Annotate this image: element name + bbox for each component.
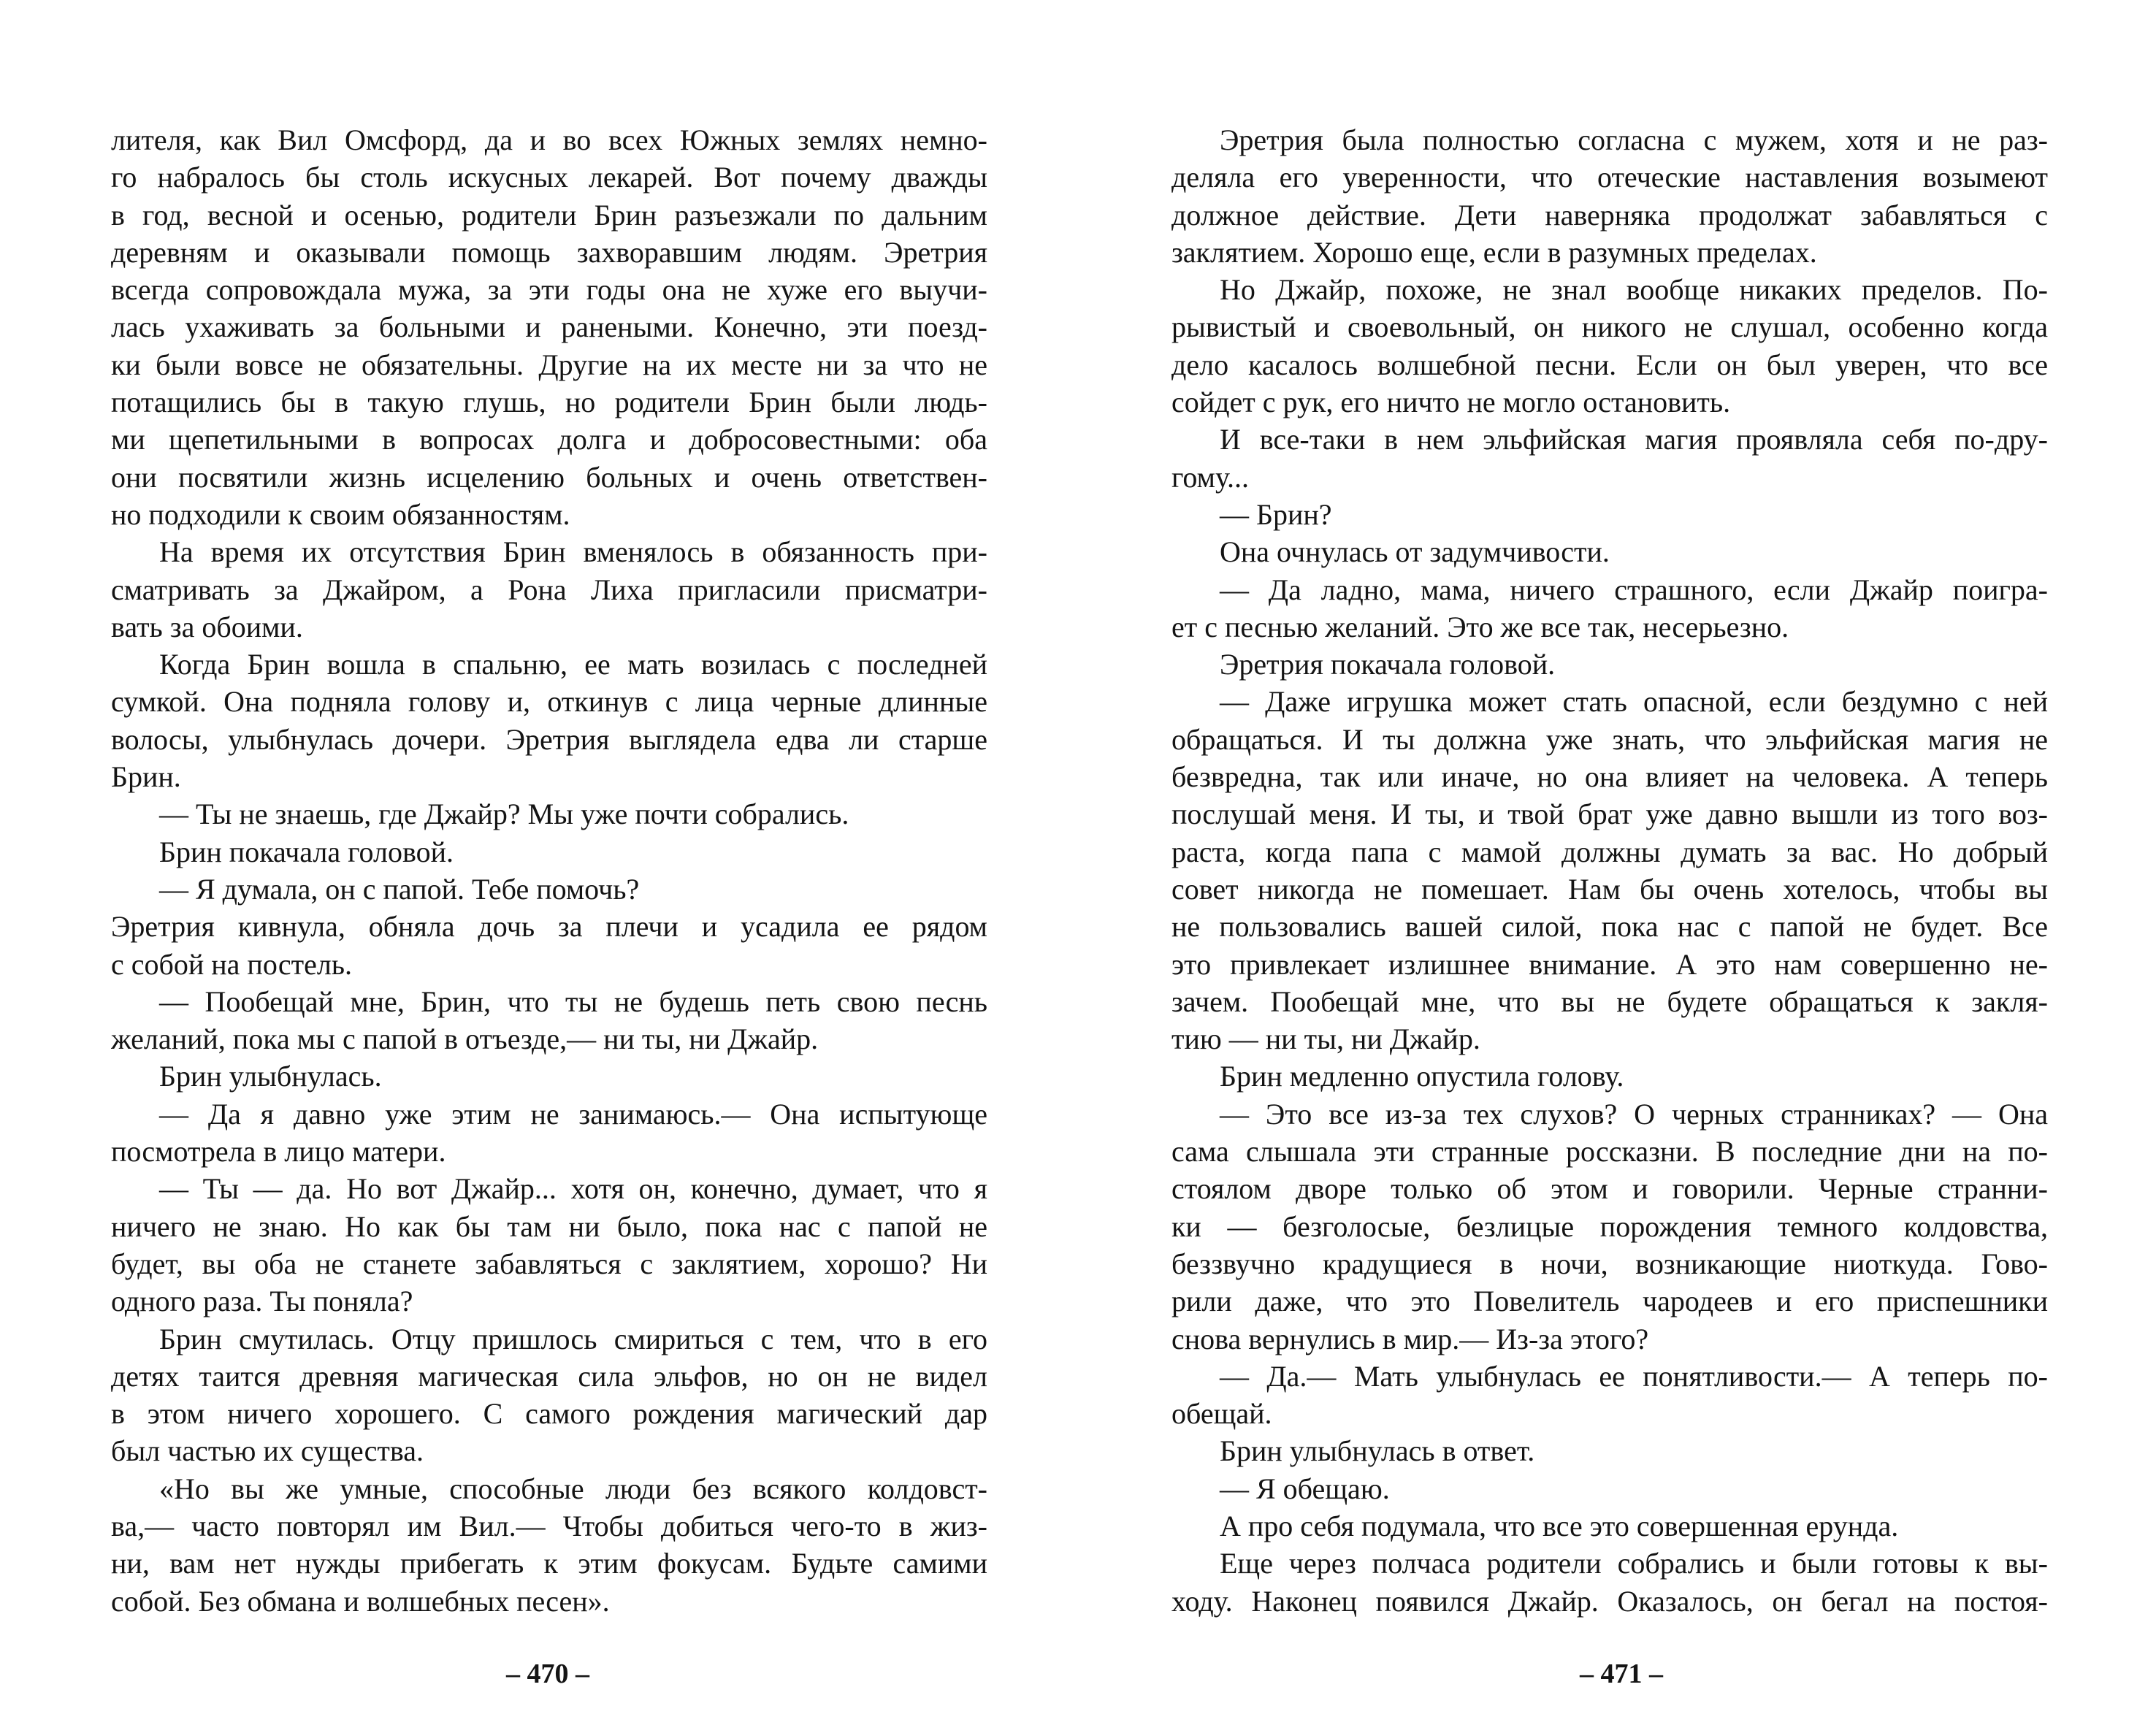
text-line: Брин улыбнулась в ответ. (1220, 1434, 1535, 1468)
page-number-left: – 470 – (506, 1659, 589, 1689)
text-line: желаний, пока мы с папой в отъезде,— ни ты, ни Джайр. (111, 1022, 819, 1056)
text-line: лителя, как Вил Омсфорд, да и во всех Южных землях немно- (111, 123, 987, 156)
text-line: обращаться. И ты должна уже знать, что эльфийская магия не (1171, 722, 2048, 756)
text-line: тию — ни ты, ни Джайр. (1171, 1022, 1480, 1056)
text-line: они посвятили жизнь исцелению больных и очень ответствен- (111, 460, 987, 494)
text-line: — Ты не знаешь, где Джайр? Мы уже почти собрались. (159, 798, 849, 831)
paragraph (1171, 571, 2048, 646)
paragraph (111, 833, 987, 871)
paragraph (111, 1057, 987, 1095)
text-line: — Даже игрушка может стать опасной, если бездумно с ней (1220, 685, 2048, 719)
paragraph (1171, 1432, 2048, 1469)
paragraph (1171, 496, 2048, 533)
text-line: — Да ладно, мама, ничего страшного, если Джайр поигра- (1220, 573, 2048, 606)
paragraph (1171, 1057, 2048, 1095)
text-line: Брин смутилась. Отцу пришлось смириться с тем, что в его (159, 1322, 987, 1355)
text-line: посмотрела в лицо матери. (111, 1135, 446, 1169)
text-line: рывистый и своевольный, он никого не слушал, особенно когда (1171, 310, 2048, 344)
text-line: в год, весной и осенью, родители Брин разъезжали по дальним (111, 198, 987, 232)
paragraph (1171, 1507, 2048, 1545)
paragraph (1171, 1358, 2048, 1433)
text-line: сматривать за Джайром, а Рона Лиха пригласили присматри- (111, 573, 987, 606)
text-line: сумкой. Она подняла голову и, откинув с лица черные длинные (111, 685, 987, 719)
paragraph (111, 1470, 987, 1620)
text-line: — Да.— Мать улыбнулась ее понятливости.— А теперь по- (1220, 1359, 2048, 1393)
text-line: Она очнулась от задумчивости. (1220, 535, 1610, 569)
text-line: деляла его уверенности, что отеческие наставления возымеют (1171, 161, 2048, 194)
paragraph (1171, 1545, 2048, 1620)
text-line: ки — безголосые, безлицые порождения темного колдовства, (1171, 1209, 2048, 1243)
text-line: Но Джайр, похоже, не знал вообще никаких пределов. По- (1220, 273, 2048, 307)
paragraph (1171, 646, 2048, 683)
text-line: ки были вовсе не обязательны. Другие на их месте ни за что не (111, 348, 987, 381)
text-line: деревням и оказывали помощь захворавшим людям. Эретрия (111, 235, 987, 269)
paragraph (111, 871, 987, 908)
text-line: ми щепетильными в вопросах долга и добросовестными: оба (111, 423, 987, 456)
paragraph (1171, 271, 2048, 421)
paragraph (111, 646, 987, 795)
text-line: На время их отсутствия Брин вменялось в обязанность при- (159, 535, 987, 569)
text-line: собой. Без обмана и волшебных песен». (111, 1584, 610, 1618)
paragraph (1171, 421, 2048, 496)
paragraph (111, 908, 987, 983)
paragraph (1171, 121, 2048, 271)
text-line: ет с песнью желаний. Это же все так, несерьезно. (1171, 610, 1789, 643)
text-line: гому... (1171, 460, 1249, 494)
text-line: в этом ничего хорошего. С самого рождения магический дар (111, 1397, 987, 1431)
paragraph (1171, 533, 2048, 570)
text-line: одного раза. Ты поняла? (111, 1285, 413, 1318)
paragraph (111, 983, 987, 1058)
text-line: Когда Брин вошла в спальню, ее мать возилась с последней (159, 648, 987, 681)
text-line: — Ты — да. Но вот Джайр... хотя он, конечно, думает, что я (159, 1172, 987, 1206)
text-line: совет никогда не помешает. Нам бы очень хотелось, чтобы вы (1171, 872, 2048, 906)
text-line: Брин медленно опустила голову. (1220, 1060, 1624, 1093)
text-line: сойдет с рук, его ничто не могло остановить. (1171, 386, 1731, 419)
left-page-text (111, 121, 987, 1620)
paragraph (1171, 1095, 2048, 1358)
paragraph (111, 1170, 987, 1320)
text-line: Эретрия покачала головой. (1220, 648, 1556, 681)
text-line: это привлекает излишнее внимание. А это нам совершенно не- (1171, 947, 2048, 981)
text-line: но подходили к своим обязанностям. (111, 497, 570, 531)
text-line: волосы, улыбнулась дочери. Эретрия выглядела едва ли старше (111, 722, 987, 756)
text-line: раста, когда папа с мамой должны думать за вас. Но добрый (1171, 835, 2048, 868)
text-line: А про себя подумала, что все это совершенная ерунда. (1220, 1509, 1899, 1542)
text-line: — Я думала, он с папой. Тебе помочь? (159, 872, 640, 906)
text-line: Эретрия кивнула, обняла дочь за плечи и усадила ее рядом (111, 910, 987, 944)
text-line: рили даже, что это Повелитель чародеев и его приспешники (1171, 1285, 2048, 1318)
text-line: ничего не знаю. Но как бы там ни было, пока нас с папой не (111, 1209, 987, 1243)
text-line: потащились бы в такую глушь, но родители Брин были людь- (111, 386, 987, 419)
text-line: не пользовались вашей силой, пока нас с папой не будет. Все (1171, 910, 2048, 944)
paragraph (1171, 1470, 2048, 1507)
text-line: ходу. Наконец появился Джайр. Оказалось, он бегал на постоя- (1171, 1584, 2048, 1618)
text-line: беззвучно крадущиеся в ночи, возникающие ниоткуда. Гово- (1171, 1247, 2048, 1280)
paragraph (111, 1095, 987, 1171)
text-line: «Но вы же умные, способные люди без всякого колдовст- (159, 1472, 987, 1505)
text-line: детях таится древняя магическая сила эльфов, но он не видел (111, 1359, 987, 1393)
paragraph (111, 121, 987, 533)
text-line: лась ухаживать за больными и ранеными. Конечно, эти поезд- (111, 310, 987, 344)
text-line: снова вернулись в мир.— Из-за этого? (1171, 1322, 1649, 1355)
text-line: — Это все из-за тех слухов? О черных странниках? — Она (1220, 1097, 2048, 1131)
text-line: сама слышала эти странные россказни. В последние дни на по- (1171, 1135, 2048, 1169)
paragraph (111, 533, 987, 646)
text-line: был частью их существа. (111, 1434, 424, 1468)
text-line: Брин покачала головой. (159, 835, 454, 868)
paragraph (111, 795, 987, 833)
text-line: будет, вы оба не станете забавляться с заклятием, хорошо? Ни (111, 1247, 987, 1280)
text-line: послушай меня. И ты, и твой брат уже давно вышли из того воз- (1171, 798, 2048, 831)
text-line: дело касалось волшебной песни. Если он был уверен, что все (1171, 348, 2048, 381)
text-line: должное действие. Дети наверняка продолжат забавляться с (1171, 198, 2048, 232)
text-line: заклятием. Хорошо еще, если в разумных пределах. (1171, 235, 1817, 269)
text-line: го набралось бы столь искусных лекарей. Вот почему дважды (111, 161, 987, 194)
text-line: Брин улыбнулась. (159, 1060, 382, 1093)
text-line: с собой на постель. (111, 947, 353, 981)
text-line: И все-таки в нем эльфийская магия проявляла себя по-дру- (1220, 423, 2048, 456)
text-line: ни, вам нет нужды прибегать к этим фокусам. Будьте самими (111, 1547, 987, 1580)
page-number-right: – 471 – (1580, 1659, 1663, 1689)
text-line: — Я обещаю. (1220, 1472, 1390, 1505)
text-line: Брин. (111, 760, 181, 794)
text-line: безвредна, так или иначе, но она влияет на человека. А теперь (1171, 760, 2048, 794)
text-line: — Да я давно уже этим не занимаюсь.— Она испытующе (159, 1097, 987, 1131)
paragraph (1171, 683, 2048, 1057)
text-line: ва,— часто повторял им Вил.— Чтобы добиться чего-то в жиз- (111, 1509, 987, 1542)
text-line: зачем. Пообещай мне, что вы не будете обращаться к закля- (1171, 984, 2048, 1018)
text-line: вать за обоими. (111, 610, 303, 643)
text-line: стоялом дворе только об этом и говорили. Черные странни- (1171, 1172, 2048, 1206)
right-page-text (1171, 121, 2048, 1620)
text-line: Эретрия была полностью согласна с мужем, хотя и не раз- (1220, 123, 2048, 156)
text-line: обещай. (1171, 1397, 1272, 1431)
text-line: Еще через полчаса родители собрались и были готовы к вы- (1220, 1547, 2048, 1580)
text-line: — Брин? (1220, 497, 1332, 531)
paragraph (111, 1320, 987, 1470)
text-line: всегда сопровождала мужа, за эти годы она не хуже его выучи- (111, 273, 987, 307)
text-line: — Пообещай мне, Брин, что ты не будешь петь свою песнь (159, 984, 987, 1018)
